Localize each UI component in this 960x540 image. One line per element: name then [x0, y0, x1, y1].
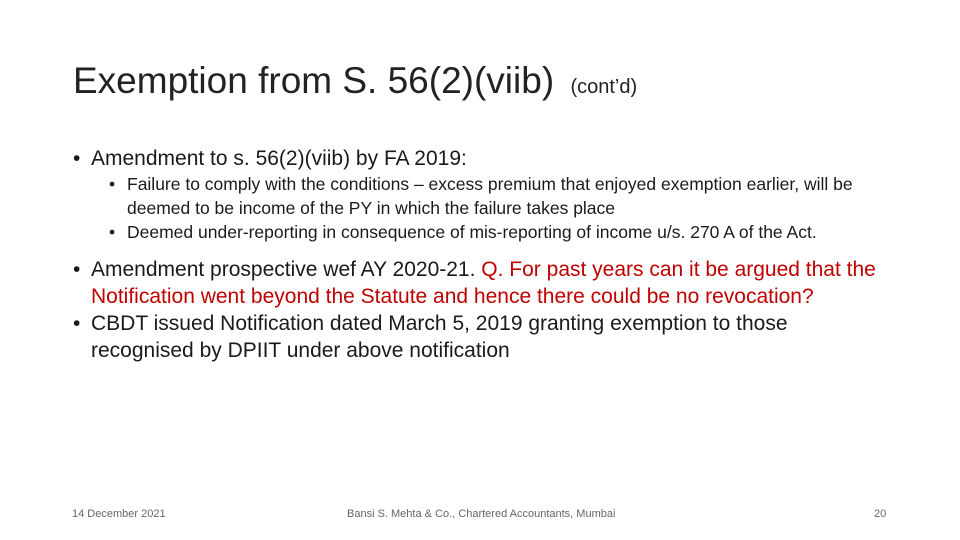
slide-content [73, 145, 893, 364]
bullet-question-text: Q. For past years can it be argued that the Notification went beyond the Statute and hence there could be no revocation? [91, 258, 876, 308]
bullet-text: Amendment prospective wef AY 2020-21. [91, 258, 476, 281]
footer-date: 14 December 2021 [72, 508, 166, 520]
sub-bullet-text: Deemed under-reporting in consequence of mis-reporting of income u/s. 270 A of the Act. [127, 222, 817, 242]
bullet-amendment-prospective [73, 256, 893, 310]
sub-bullet-deemed-under-reporting [109, 220, 893, 244]
bullet-text: CBDT issued Notification dated March 5, 2019 granting exemption to those recognised by DPIIT under above notification [91, 312, 788, 362]
title-main: Exemption from S. 56(2)(viib) [73, 60, 555, 101]
sub-bullet-failure-to-comply [109, 172, 893, 220]
sub-bullet-text: Failure to comply with the conditions – excess premium that enjoyed exemption earlier, will be deemed to be income of the PY in which the failure takes place [127, 174, 853, 218]
bullet-amendment-fa2019 [73, 145, 893, 172]
footer-firm: Bansi S. Mehta & Co., Chartered Accountants, Mumbai [347, 508, 616, 520]
title-sub: (cont’d) [570, 76, 638, 98]
slide-title [73, 56, 893, 112]
bullet-cbdt-notification [73, 310, 893, 364]
footer-page-number: 20 [874, 508, 887, 520]
bullet-text: Amendment to s. 56(2)(viib) by FA 2019: [91, 147, 467, 170]
